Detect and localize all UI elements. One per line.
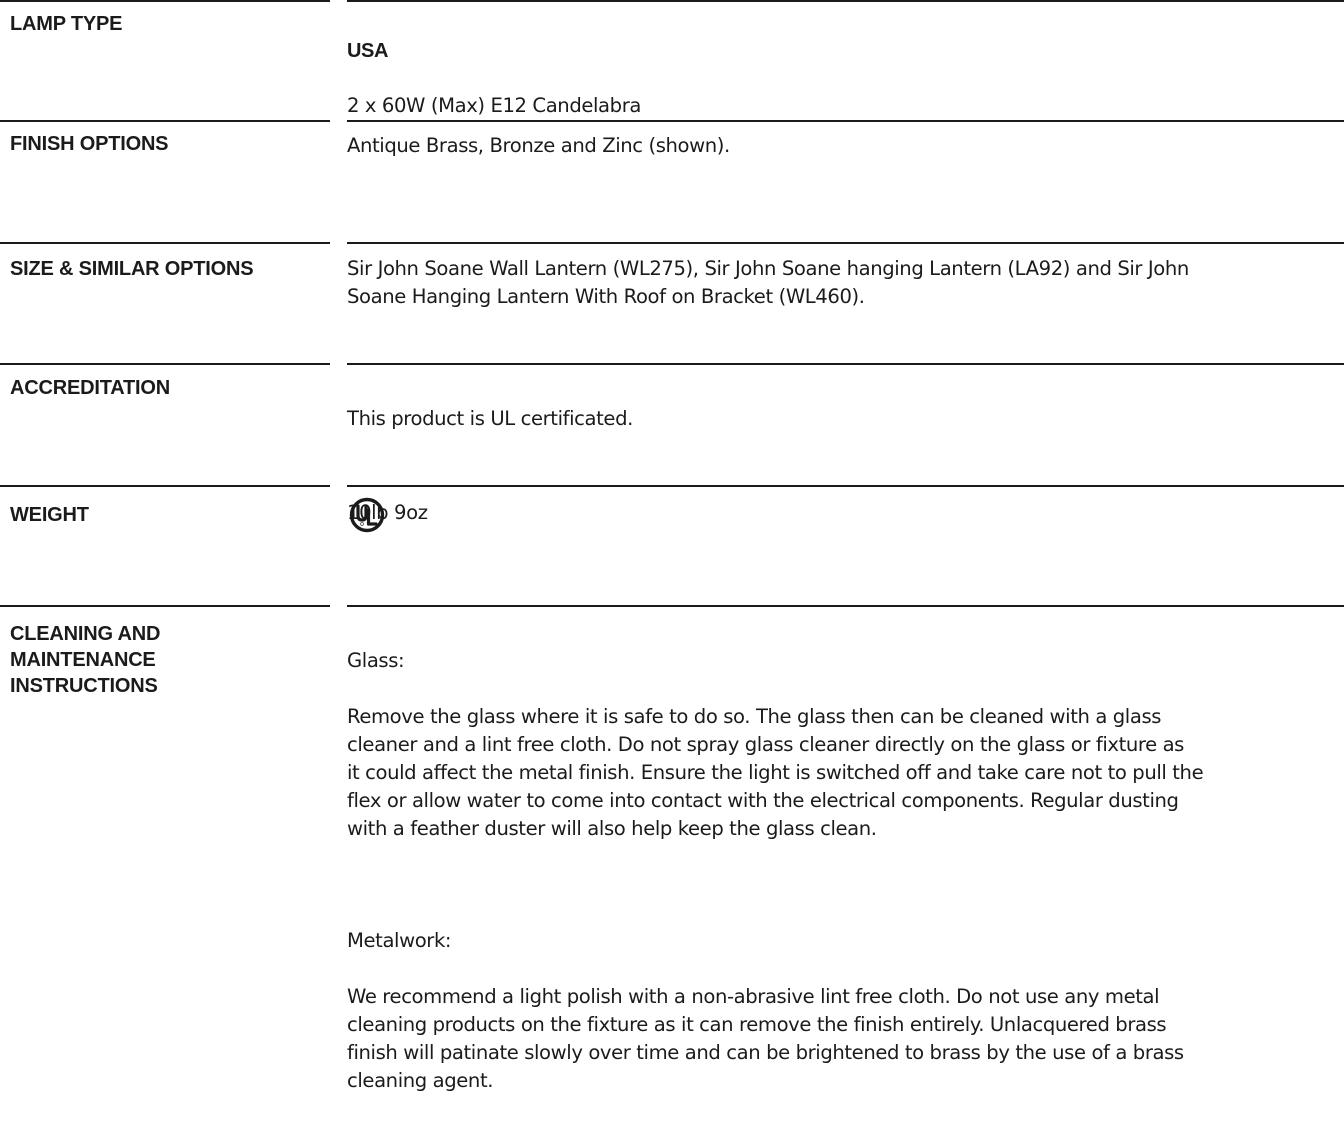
lamp-type-region: USA bbox=[347, 40, 389, 62]
size-similar-value: Sir John Soane Wall Lantern (WL275), Sir John Soane hanging Lantern (LA92) and Sir John Soane Hanging Lantern With Roof on Bracket (WL460). bbox=[347, 257, 1189, 308]
section-divider-right bbox=[347, 485, 1344, 487]
glass-instructions: Remove the glass where it is safe to do so. The glass then can be cleaned with a glass cleaner and a lint free cloth. Do not spray glass cleaner directly on the glass or fixture as it could affect the metal finish. Ensure the light is switched off and take care not to pull the flex or allow water to come into contact with the electrical components. Regular dusting with a feather duster will also help keep the glass clean. bbox=[347, 705, 1204, 840]
accreditation-label: ACCREDITATION bbox=[10, 377, 170, 399]
section-divider-left bbox=[0, 0, 330, 2]
lamp-type-value: 2 x 60W (Max) E12 Candelabra bbox=[347, 94, 641, 117]
finish-options-label: FINISH OPTIONS bbox=[10, 133, 169, 155]
section-divider-left bbox=[0, 120, 330, 122]
metal-instructions: We recommend a light polish with a non-abrasive lint free cloth. Do not use any metal cleaning products on the fixture as it can remove the finish entirely. Unlacquered brass finish will patinate slowly over time and can be brightened to brass by the use of a brass cleaning agent. bbox=[347, 985, 1184, 1092]
accreditation-content bbox=[347, 377, 1344, 563]
section-divider-left bbox=[0, 485, 330, 487]
section-divider-right bbox=[347, 0, 1344, 2]
section-divider-right bbox=[347, 242, 1344, 244]
glass-heading: Glass: bbox=[347, 649, 405, 672]
weight-value: 10lb 9oz bbox=[347, 501, 428, 524]
accreditation-value: This product is UL certificated. bbox=[347, 407, 633, 430]
weight-label: WEIGHT bbox=[10, 504, 89, 526]
cleaning-label: CLEANING AND MAINTENANCE INSTRUCTIONS bbox=[10, 623, 161, 697]
section-divider-right bbox=[347, 605, 1344, 607]
section-divider-left bbox=[0, 363, 330, 365]
size-similar-label: SIZE & SIMILAR OPTIONS bbox=[10, 258, 254, 280]
lamp-type-content bbox=[347, 10, 1344, 148]
section-divider-right bbox=[347, 120, 1344, 122]
finish-options-value: Antique Brass, Bronze and Zinc (shown). bbox=[347, 134, 730, 157]
lamp-type-label: LAMP TYPE bbox=[10, 13, 123, 35]
metal-heading: Metalwork: bbox=[347, 929, 452, 952]
section-divider-left bbox=[0, 605, 330, 607]
section-divider-right bbox=[347, 363, 1344, 365]
cleaning-content bbox=[347, 619, 1344, 1123]
paragraph-spacer bbox=[347, 871, 1344, 899]
section-divider-left bbox=[0, 242, 330, 244]
